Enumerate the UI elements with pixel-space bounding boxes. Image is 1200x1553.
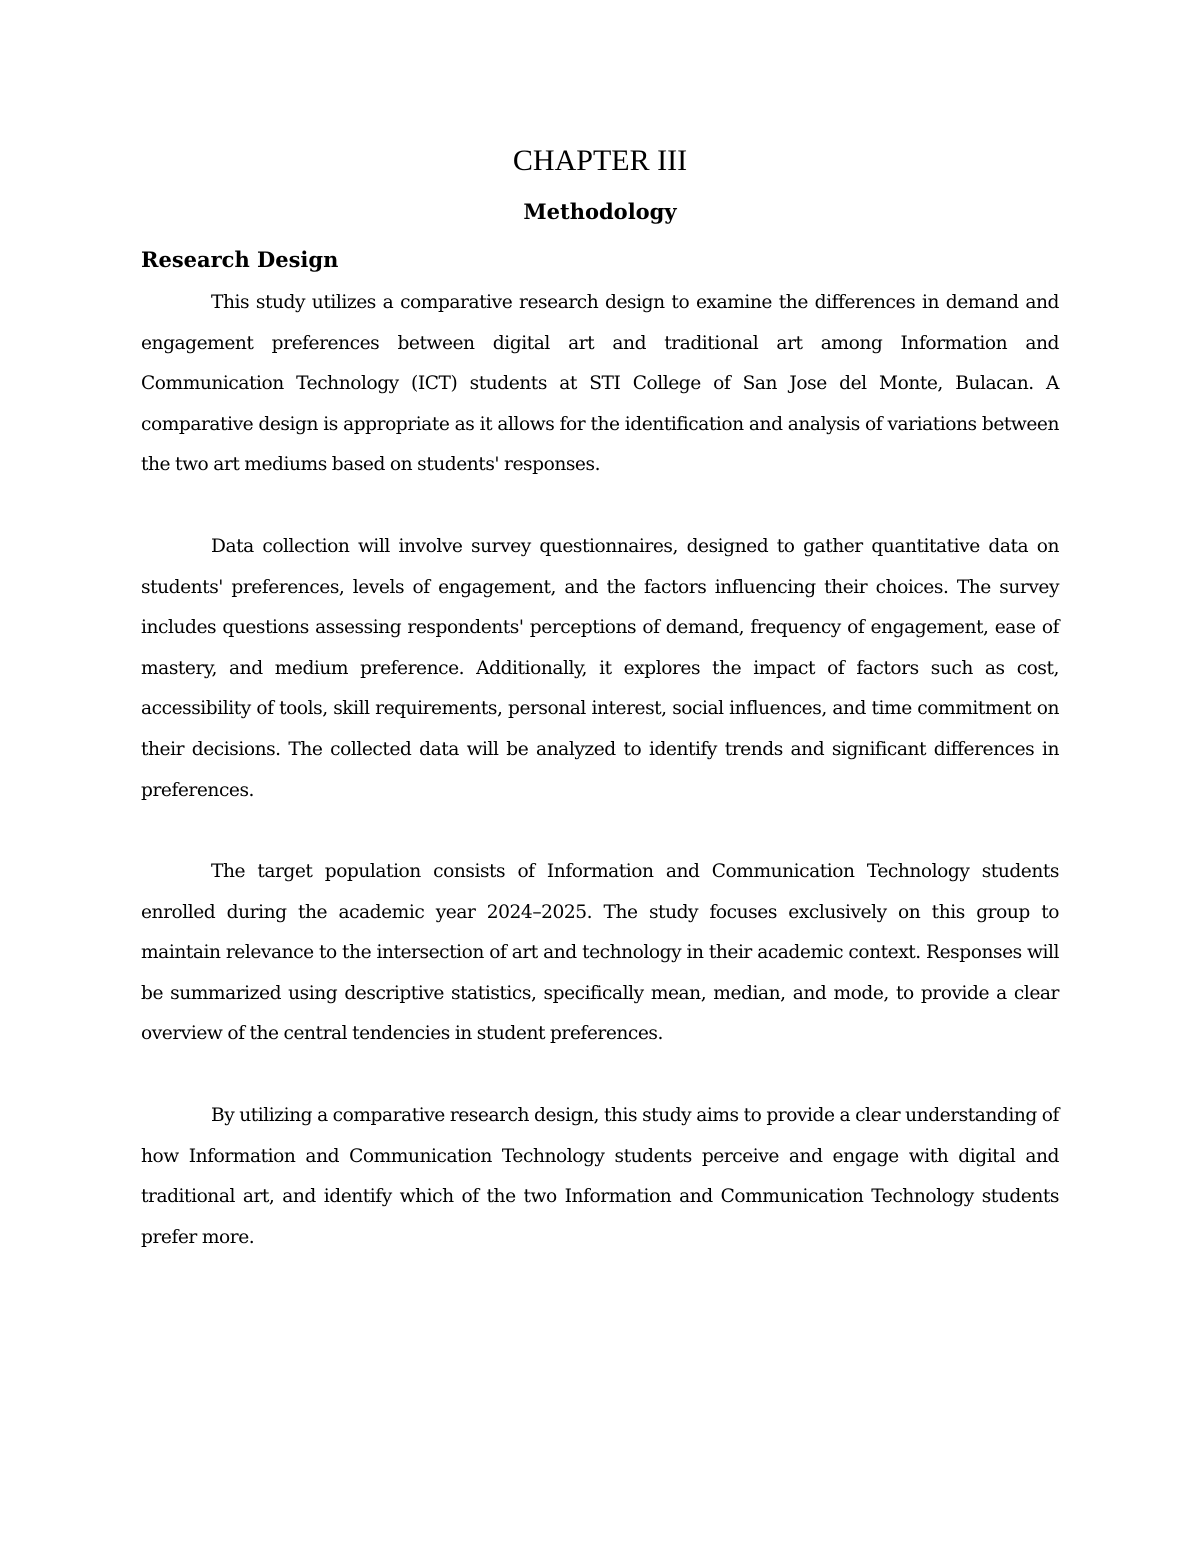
- chapter-title: CHAPTER III: [512, 144, 688, 177]
- section-title: Methodology: [523, 199, 677, 224]
- paragraph: By utilizing a comparative research design, this study aims to provide a clear understanding of how Information and Communication Technology students perceive and engage with digital and traditional art, and identify which of the two Information and Communication Technology students prefer more.: [141, 1105, 1059, 1248]
- paragraph: Data collection will involve survey questionnaires, designed to gather quantitative data on students' preferences, levels of engagement, and the factors influencing their choices. The survey includes questions assessing respondents' perceptions of demand, frequency of engagement, ease of mastery, and medium preference. Additionally, it explores the impact of factors such as cost, accessibility of tools, skill requirements, personal interest, social influences, and time commitment on their decisions. The collected data will be analyzed to identify trends and significant differences in preferences.: [141, 536, 1059, 801]
- subsection-title: Research Design: [141, 247, 339, 272]
- paragraph: The target population consists of Information and Communication Technology students enrolled during the academic year 2024–2025. The study focuses exclusively on this group to maintain relevance to the intersection of art and technology in their academic context. Responses will be summarized using descriptive statistics, specifically mean, median, and mode, to provide a clear overview of the central tendencies in student preferences.: [141, 861, 1059, 1045]
- paragraph: This study utilizes a comparative research design to examine the differences in demand and engagement preferences between digital art and traditional art among Information and Communication Technology (ICT) students at STI College of San Jose del Monte, Bulacan. A comparative design is appropriate as it allows for the identification and analysis of variations between the two art mediums based on students' responses.: [141, 292, 1059, 476]
